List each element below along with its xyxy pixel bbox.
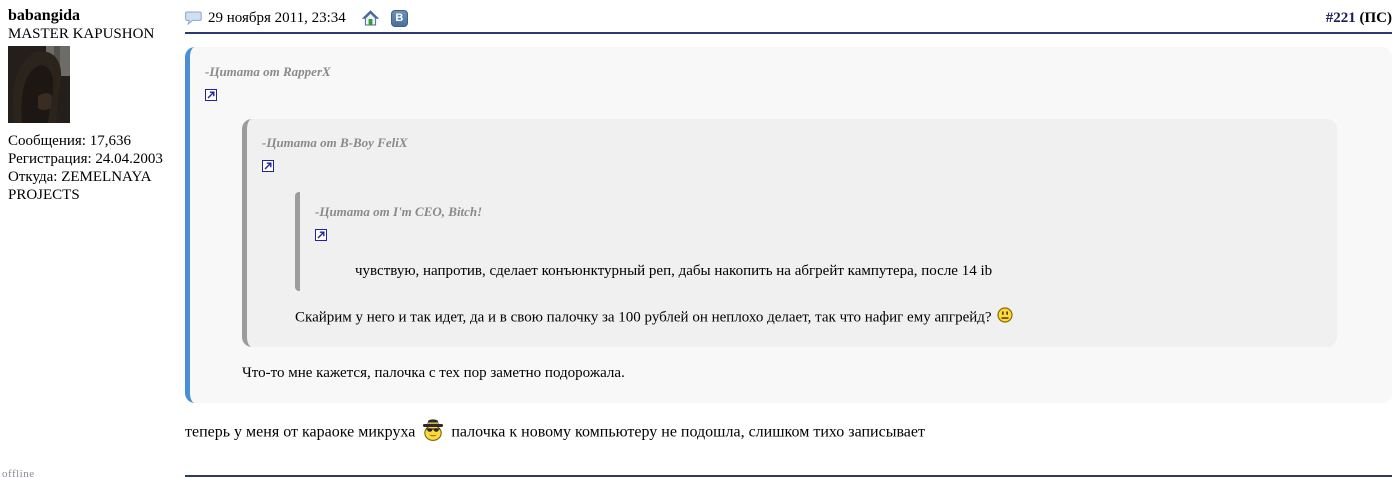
header-separator xyxy=(185,32,1392,34)
user-title: MASTER KAPUSHON xyxy=(8,26,155,42)
goto-post-icon[interactable] xyxy=(262,160,274,172)
post-header xyxy=(185,6,1392,30)
post-body xyxy=(185,419,1392,447)
avatar[interactable] xyxy=(8,46,70,123)
quote-im-ceo-bitch-header: -Цитата от I'm CEO, Bitch! xyxy=(315,204,483,219)
comment-bubble-icon xyxy=(185,11,202,26)
post-main xyxy=(185,6,1392,447)
goto-post-icon[interactable] xyxy=(315,229,327,241)
avatar-image xyxy=(8,46,70,123)
neutral-smiley-icon xyxy=(997,311,1013,327)
post-body-text-1: теперь у меня от караоке микруха xyxy=(185,423,416,441)
post-body-text-2: палочка к новому компьютеру не подошла, слишком тихо записывает xyxy=(451,423,925,441)
quote-im-ceo-bitch-text: чувствую, напротив, сделает конъюнктурный реп, дабы накопить на абгрейт кампутера, после 14 ib xyxy=(355,263,993,279)
post-date: 29 ноября 2011, 23:34 xyxy=(208,9,346,26)
mafia-smiley-icon xyxy=(421,428,449,445)
quote-rapperx xyxy=(185,47,1392,403)
quote-rapperx-text: Что-то мне кажется, палочка с тех пор заметно подорожала. xyxy=(242,365,625,381)
user-info-panel xyxy=(8,6,180,204)
post-number-suffix: (ПС) xyxy=(1355,9,1392,26)
quote-im-ceo-bitch xyxy=(295,192,1317,291)
post-number xyxy=(1326,10,1392,27)
vk-letter: В xyxy=(391,10,408,27)
quote-bboy-felix xyxy=(242,119,1337,347)
post-bottom-separator xyxy=(185,475,1392,477)
stat-messages: Сообщения: 17,636 xyxy=(8,133,131,149)
quote-bboy-felix-header: -Цитата от B-Boy FeliX xyxy=(262,135,408,150)
post-number-link[interactable]: #221 xyxy=(1325,9,1356,26)
stat-location: Откуда: ZEMELNAYA PROJECTS xyxy=(8,169,151,203)
online-status: offline xyxy=(2,468,35,478)
user-stats xyxy=(8,132,180,204)
stat-registration: Регистрация: 24.04.2003 xyxy=(8,151,163,167)
home-icon[interactable] xyxy=(362,10,379,26)
vk-icon[interactable] xyxy=(391,10,408,27)
quote-rapperx-header: -Цитата от RapperX xyxy=(205,64,331,79)
username-link[interactable]: babangida xyxy=(8,7,81,24)
goto-post-icon[interactable] xyxy=(205,89,217,101)
quote-bboy-felix-text: Скайрим у него и так идет, да и в свою палочку за 100 рублей он неплохо делает, так что нафиг ему апгрейд? xyxy=(295,307,1317,329)
